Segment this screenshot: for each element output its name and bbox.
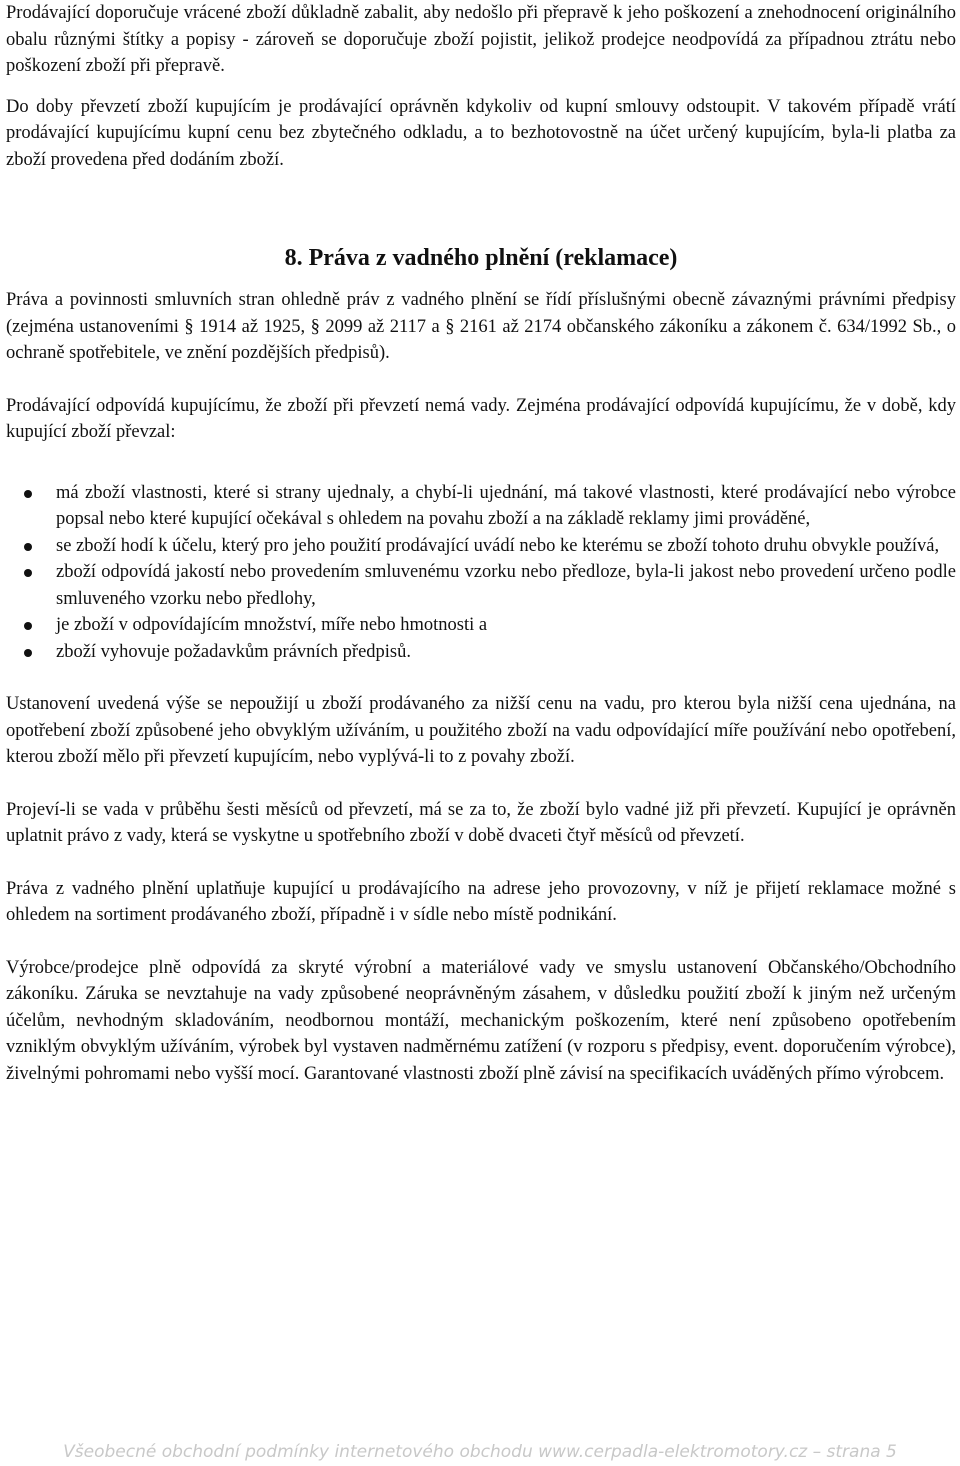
paragraph-warranty-exclusions: Výrobce/prodejce plně odpovídá za skryté výrobní a materiálové vady ve smyslu ustanovení Občanského/Obchodního zákoníku. Záruka se nevztahuje na vady způsobené neoprávněným zásahem, v důsledku použití zboží k jiným než určeným účelům, nevhodným skladováním, neodbornou montáží, mechanickým poškozením, které není způsobeno opotřebením vzniklým obvyklým užíváním, výrobek byl vystaven nadměrnému zatížení (v rozporu s předpisy, event. doporučením výrobce), živelnými pohromami nebo vyšší mocí. Garantované vlastnosti zboží plně závisí na specifikacích uváděných přímo výrobcem. bbox=[6, 957, 956, 1084]
list-item: má zboží vlastnosti, které si strany ujednaly, a chybí-li ujednání, má takové vlastnosti, které prodávající nebo výrobce popsal nebo které kupující očekával s ohledem na povahu zboží a na základě reklamy jimi prováděné, bbox=[6, 480, 956, 533]
list-item: zboží odpovídá jakostí nebo provedením smluvenému vzorku nebo předloze, byla-li jakost nebo provedení určeno podle smluveného vzorku nebo předlohy, bbox=[6, 559, 956, 612]
paragraph-withdrawal: Do doby převzetí zboží kupujícím je prodávající oprávněn kdykoliv od kupní smlouvy odstoupit. V takovém případě vrátí prodávající kupujícímu kupní cenu bez zbytečného odkladu, a to bezhotovostně na účet určený kupujícím, byla-li platba za zboží provedena před dodáním zboží. bbox=[6, 96, 956, 170]
list-item: je zboží v odpovídajícím množství, míře nebo hmotnosti a bbox=[6, 612, 956, 639]
document-page bbox=[6, 0, 956, 1087]
paragraph-seller-liability: Prodávající odpovídá kupujícímu, že zboží při převzetí nemá vady. Zejména prodávající odpovídá kupujícímu, že v době, kdy kupující zboží převzal: bbox=[6, 395, 956, 442]
paragraph-legal-basis: Práva a povinnosti smluvních stran ohledně práv z vadného plnění se řídí příslušnými obecně závaznými právními předpisy (zejména ustanoveními § 1914 až 1925, § 2099 až 2117 a § 2161 až 2174 občanského zákoníku a zákonem č. 634/1992 Sb., o ochraně spotřebitele, ve znění pozdějších předpisů). bbox=[6, 290, 956, 363]
list-item: zboží vyhovuje požadavkům právních předpisů. bbox=[6, 639, 956, 666]
paragraph-exceptions: Ustanovení uvedená výše se nepoužijí u zboží prodávaného za nižší cenu na vadu, pro kterou byla nižší cena ujednána, na opotřebení zboží způsobené jeho obvyklým užíváním, u použitého zboží na vadu odpovídající míře používání nebo opotřebení, kterou zboží mělo při převzetí kupujícím, nebo vyplývá-li to z povahy zboží. bbox=[6, 694, 956, 767]
conditions-list bbox=[6, 480, 956, 666]
paragraph-packaging: Prodávající doporučuje vrácené zboží důkladně zabalit, aby nedošlo při přepravě k jeho poškození a znehodnocení originálního obalu různými štítky a popisy - zároveň se doporučuje zboží pojistit, jelikož prodejce neodpovídá za případnou ztrátu nebo poškození zboží při přepravě. bbox=[6, 3, 956, 76]
bullet-icon bbox=[24, 622, 32, 630]
bullet-icon bbox=[24, 490, 32, 498]
paragraph-claim-location: Práva z vadného plnění uplatňuje kupující u prodávajícího na adrese jeho provozovny, v níž je přijetí reklamace možné s ohledem na sortiment prodávaného zboží, případně i v sídle nebo místě podnikání. bbox=[6, 878, 956, 925]
section-heading: 8. Práva z vadného plnění (reklamace) bbox=[284, 245, 678, 271]
bullet-icon bbox=[24, 569, 32, 577]
paragraph-six-months: Projeví-li se vada v průběhu šesti měsíců od převzetí, má se za to, že zboží bylo vadné již při převzetí. Kupující je oprávněn uplatnit právo z vady, která se vyskytne u spotřebního zboží v době dvaceti čtyř měsíců od převzetí. bbox=[6, 799, 956, 846]
page-footer: Všeobecné obchodní podmínky internetového obchodu www.cerpadla-elektromotory.cz – strana 5 bbox=[63, 1442, 897, 1462]
bullet-icon bbox=[24, 649, 32, 657]
bullet-icon bbox=[24, 543, 32, 551]
list-item: se zboží hodí k účelu, který pro jeho použití prodávající uvádí nebo ke kterému se zboží tohoto druhu obvykle používá, bbox=[6, 533, 956, 560]
